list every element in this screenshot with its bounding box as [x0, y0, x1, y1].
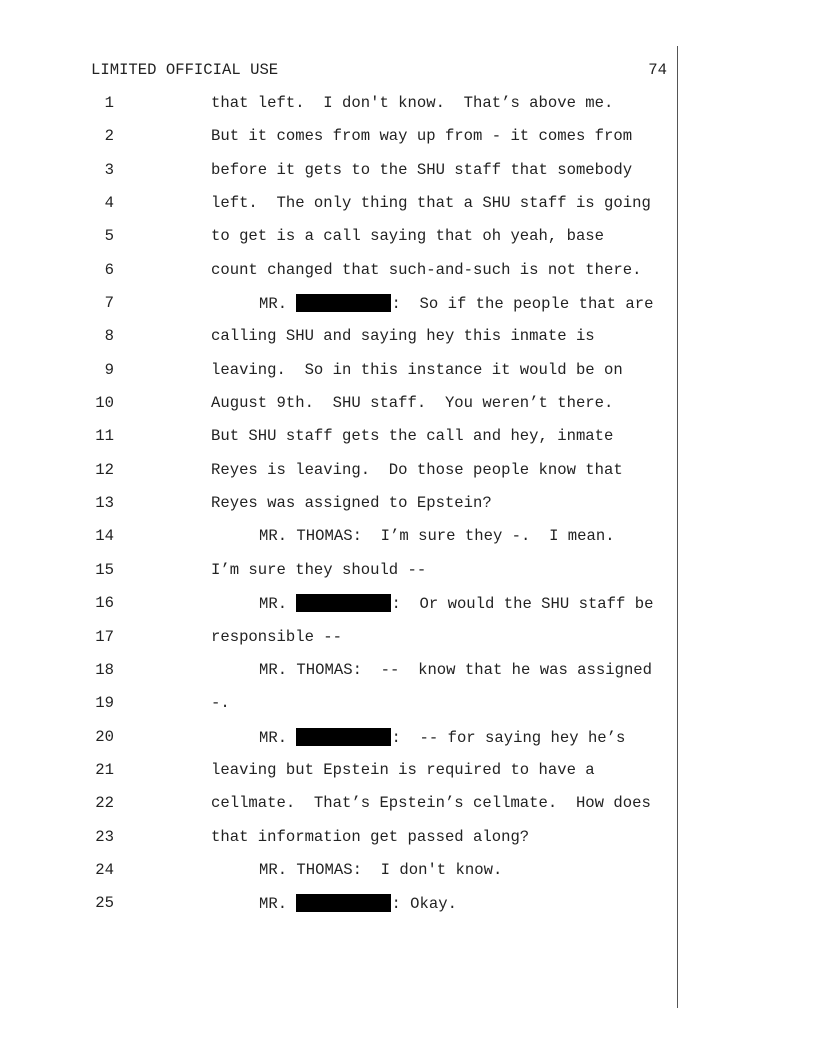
speaker-prefix: MR.	[259, 728, 288, 747]
line-text: -.	[211, 694, 230, 713]
line-number: 11	[95, 427, 114, 446]
redaction-box	[296, 294, 391, 312]
classification-header: LIMITED OFFICIAL USE	[91, 61, 279, 79]
redaction-box	[296, 894, 391, 912]
transcript-line	[0, 828, 816, 861]
speaker-prefix: MR.	[259, 595, 288, 614]
line-number: 6	[104, 260, 114, 279]
transcript-line	[0, 394, 816, 427]
speaker-line	[259, 894, 457, 913]
transcript-line	[0, 94, 816, 127]
line-text: MR. THOMAS: I’m sure they -. I mean.	[259, 527, 615, 546]
line-text: MR. THOMAS: -- know that he was assigned	[259, 660, 653, 679]
line-text: : -- for saying hey he’s	[391, 728, 626, 747]
line-number: 24	[95, 860, 114, 879]
line-text: leaving. So in this instance it would be on	[211, 360, 623, 379]
line-number: 12	[95, 460, 114, 479]
transcript-line	[0, 427, 816, 460]
line-text: Reyes was assigned to Epstein?	[211, 494, 492, 513]
line-number: 1	[104, 94, 114, 112]
transcript-line	[0, 694, 816, 727]
line-text: left. The only thing that a SHU staff is going	[211, 194, 651, 213]
transcript-line	[0, 728, 816, 761]
line-number: 2	[104, 127, 114, 146]
line-number: 18	[95, 660, 114, 679]
line-number: 20	[95, 727, 114, 746]
line-text: responsible --	[211, 627, 343, 646]
line-text: MR. THOMAS: I don't know.	[259, 860, 503, 879]
transcript-line	[0, 628, 816, 661]
transcript-line	[0, 227, 816, 260]
transcript-line	[0, 361, 816, 394]
line-number: 22	[95, 794, 114, 813]
transcript-body	[0, 94, 816, 928]
speaker-prefix: MR.	[259, 895, 288, 914]
line-text: cellmate. That’s Epstein’s cellmate. How does	[211, 794, 651, 813]
line-number: 16	[95, 594, 114, 613]
transcript-line	[0, 161, 816, 194]
line-number: 23	[95, 827, 114, 846]
line-text: But SHU staff gets the call and hey, inmate	[211, 427, 614, 446]
transcript-line	[0, 127, 816, 160]
transcript-line	[0, 461, 816, 494]
transcript-line	[0, 527, 816, 560]
line-text: that information get passed along?	[211, 827, 530, 846]
transcript-line	[0, 861, 816, 894]
speaker-line	[259, 594, 653, 613]
transcript-line	[0, 894, 816, 927]
line-text: August 9th. SHU staff. You weren’t there.	[211, 394, 614, 413]
transcript-line	[0, 261, 816, 294]
line-text: count changed that such-and-such is not there.	[211, 260, 642, 279]
line-number: 7	[104, 294, 114, 313]
line-text: I’m sure they should --	[211, 560, 427, 579]
speaker-line	[259, 294, 653, 313]
transcript-line	[0, 794, 816, 827]
line-number: 13	[95, 494, 114, 513]
speaker-prefix: MR.	[259, 295, 288, 314]
line-text: : Or would the SHU staff be	[391, 595, 654, 614]
transcript-line	[0, 761, 816, 794]
line-number: 25	[95, 894, 114, 913]
transcript-line	[0, 594, 816, 627]
line-number: 19	[95, 694, 114, 713]
transcript-line	[0, 494, 816, 527]
line-text: calling SHU and saying hey this inmate is	[211, 327, 595, 346]
line-text: to get is a call saying that oh yeah, base	[211, 227, 605, 246]
line-number: 17	[95, 627, 114, 646]
line-text: before it gets to the SHU staff that somebody	[211, 160, 633, 179]
line-number: 3	[104, 160, 114, 179]
line-text: that left. I don't know. That’s above me.	[211, 94, 614, 112]
redaction-box	[296, 594, 391, 612]
line-text: Reyes is leaving. Do those people know that	[211, 460, 623, 479]
line-number: 10	[95, 394, 114, 413]
line-number: 14	[95, 527, 114, 546]
transcript-line	[0, 294, 816, 327]
line-number: 5	[104, 227, 114, 246]
transcript-line	[0, 194, 816, 227]
line-number: 9	[104, 360, 114, 379]
line-number: 4	[104, 194, 114, 213]
line-text: But it comes from way up from - it comes from	[211, 127, 633, 146]
page-number: 74	[648, 61, 667, 79]
line-number: 21	[95, 760, 114, 779]
redaction-box	[296, 728, 391, 746]
transcript-line	[0, 327, 816, 360]
line-number: 15	[95, 560, 114, 579]
speaker-line	[259, 728, 625, 747]
line-text: leaving but Epstein is required to have a	[211, 760, 595, 779]
line-text: : So if the people that are	[391, 295, 654, 314]
transcript-line	[0, 561, 816, 594]
line-text: : Okay.	[391, 895, 457, 914]
line-number: 8	[104, 327, 114, 346]
transcript-line	[0, 661, 816, 694]
